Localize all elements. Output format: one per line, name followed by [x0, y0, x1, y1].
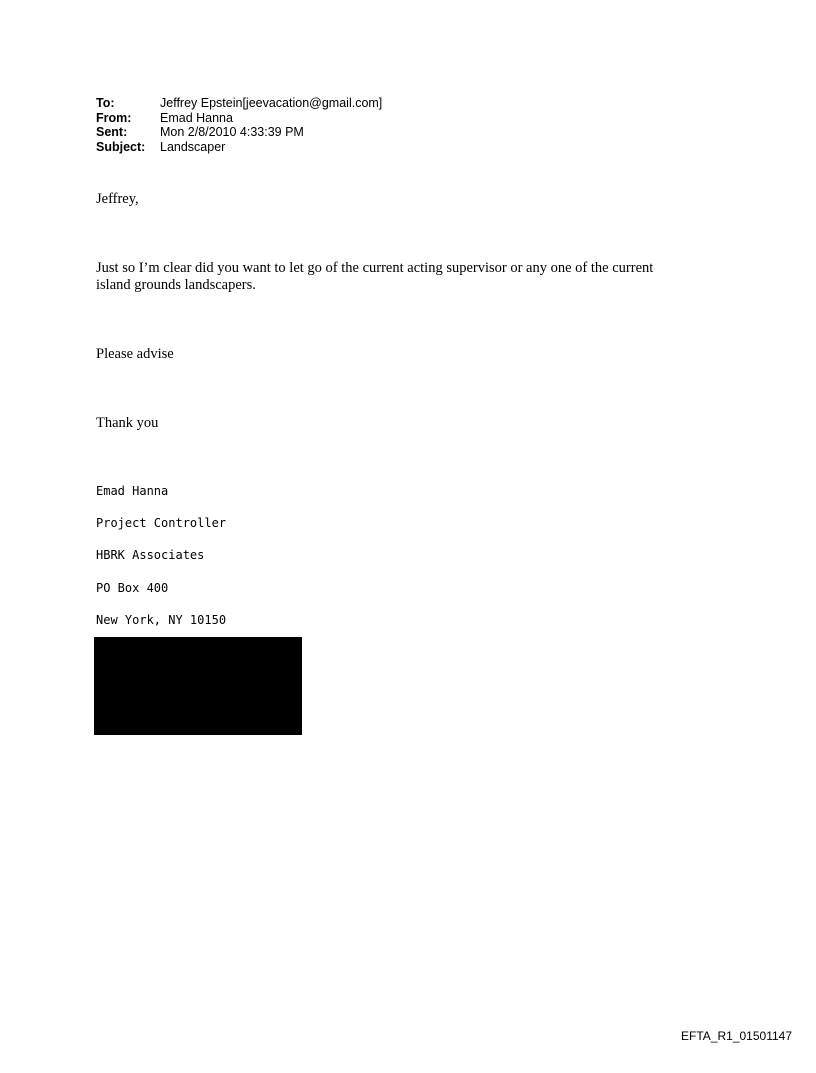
- to-label: To:: [96, 96, 115, 110]
- subject-value: Landscaper: [160, 139, 226, 154]
- signature-company: HBRK Associates: [96, 548, 205, 562]
- greeting: Jeffrey,: [96, 191, 139, 207]
- sent-label: Sent:: [96, 125, 128, 139]
- sent-value: Mon 2/8/2010 4:33:39 PM: [160, 125, 304, 139]
- redaction-box: [94, 637, 302, 735]
- body-paragraph-line-2: island grounds landscapers.: [96, 277, 256, 293]
- body-paragraph: [96, 260, 736, 294]
- header-row-subject: [96, 140, 382, 155]
- signature-name: Emad Hanna: [96, 484, 169, 498]
- from-label: From:: [96, 110, 132, 125]
- header-row-from: [96, 111, 382, 126]
- please-advise: Please advise: [96, 346, 174, 362]
- body-paragraph-line-1: Just so I’m clear did you want to let go of the current acting supervisor or any one of the current: [96, 260, 654, 276]
- signature-address-line-2: New York, NY 10150: [96, 613, 227, 627]
- signature-title: Project Controller: [96, 516, 227, 530]
- from-value: Emad Hanna: [160, 110, 233, 125]
- header-row-sent: [96, 125, 382, 140]
- document-id: EFTA_R1_01501147: [681, 1029, 792, 1043]
- email-header: [96, 96, 382, 154]
- header-row-to: [96, 96, 382, 111]
- subject-label: Subject:: [96, 139, 146, 154]
- signature-address-line-1: PO Box 400: [96, 581, 169, 595]
- closing: Thank you: [96, 415, 159, 431]
- to-value: Jeffrey Epstein[jeevacation@gmail.com]: [160, 96, 383, 110]
